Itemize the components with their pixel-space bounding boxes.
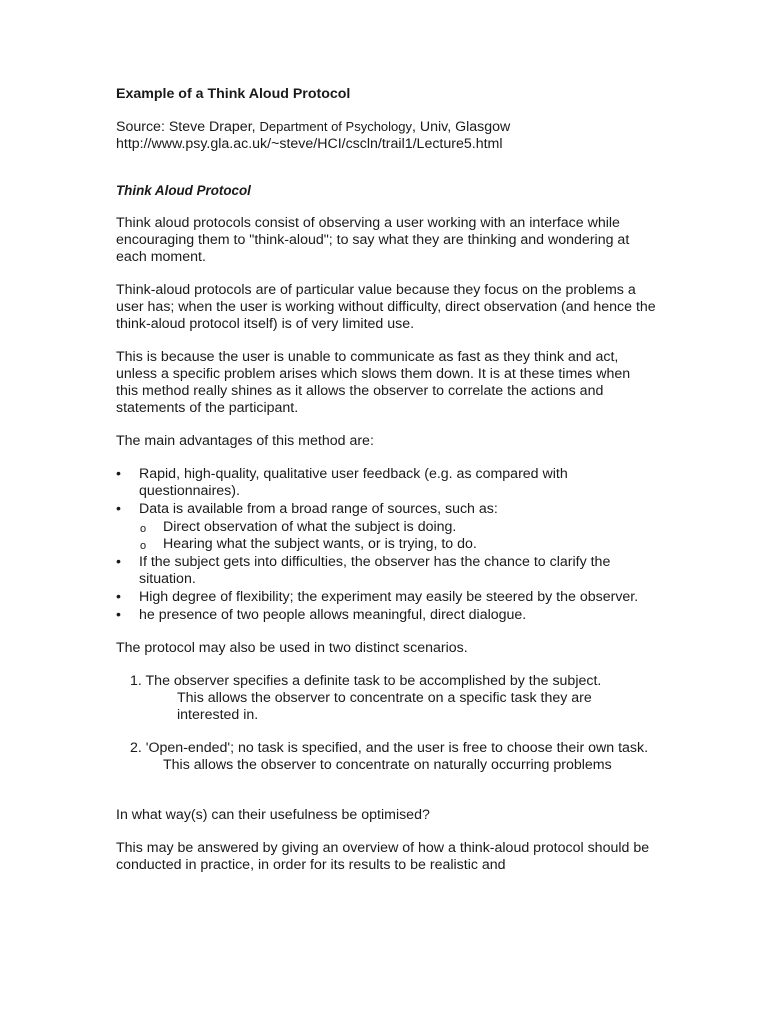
sub-list-item [116,536,656,553]
bullet-icon: • [116,589,121,605]
document-page [116,86,656,874]
advantages-list [116,466,656,624]
bullet-icon: • [116,501,121,517]
list-item [116,501,656,518]
list-item [116,589,656,606]
scenario-2-detail: This allows the observer to concentrate on naturally occurring problems [163,757,612,773]
question-heading: In what way(s) can their usefulness be optimised? [116,807,430,823]
list-item-text: Data is available from a broad range of sources, such as: [139,501,498,517]
scenario-item-2 [116,740,656,774]
paragraph-advantages-intro: The main advantages of this method are: [116,433,374,449]
scenario-1-heading: 1. The observer specifies a definite task to be accomplished by the subject. [130,673,602,689]
paragraph-reason: This is because the user is unable to communicate as fast as they think and act, unless a specific problem arises which slows them down. It is at these times when this method really shines as it allows the observer to correlate the actions and statements of the participant. [116,349,631,416]
list-item-text: Rapid, high-quality, qualitative user feedback (e.g. as compared with questionnaires). [139,466,568,499]
list-item-text: he presence of two people allows meaningful, direct dialogue. [139,607,527,623]
sub-list-item [116,519,656,536]
list-item-text: High degree of flexibility; the experiment may easily be steered by the observer. [139,589,639,605]
sources-sub-list [116,519,656,553]
source-url: http://www.psy.gla.ac.uk/~steve/HCI/cscln/trail1/Lecture5.html [116,136,503,152]
source-suffix: , Univ, Glasgow [412,119,511,135]
section-heading: Think Aloud Protocol [116,183,251,198]
list-item [116,554,656,588]
paragraph-definition: Think aloud protocols consist of observing a user working with an interface while encouraging them to "think-aloud"; to say what they are thinking and wondering at each moment. [116,215,630,265]
scenario-1-detail: This allows the observer to concentrate on a specific task they are interested in. [177,690,592,723]
bullet-icon: • [116,607,121,623]
circle-bullet-icon: o [140,523,147,535]
scenario-2-heading: 2. 'Open-ended'; no task is specified, and the user is free to choose their own task. [130,740,649,756]
source-prefix: Source: Steve Draper, [116,119,260,135]
circle-bullet-icon: o [140,540,147,552]
sub-list-item-text: Hearing what the subject wants, or is trying, to do. [163,536,477,552]
source-department: Department of Psychology [259,119,412,134]
list-item [116,466,656,500]
document-title: Example of a Think Aloud Protocol [116,86,351,102]
paragraph-scenarios-intro: The protocol may also be used in two distinct scenarios. [116,640,468,656]
paragraph-value: Think-aloud protocols are of particular value because they focus on the problems a user has; when the user is working without difficulty, direct observation (and hence the think-aloud protocol itself) is of very limited use. [116,282,656,332]
bullet-icon: • [116,466,121,482]
list-item [116,607,656,624]
list-item-text: If the subject gets into difficulties, the observer has the chance to clarify the situation. [139,554,611,587]
paragraph-closing: This may be answered by giving an overview of how a think-aloud protocol should be conducted in practice, in order for its results to be realistic and [116,840,650,873]
sub-list-container [116,519,656,553]
bullet-icon: • [116,554,121,570]
source-line [116,118,656,136]
scenario-item-1 [116,673,656,724]
sub-list-item-text: Direct observation of what the subject is doing. [163,519,457,535]
